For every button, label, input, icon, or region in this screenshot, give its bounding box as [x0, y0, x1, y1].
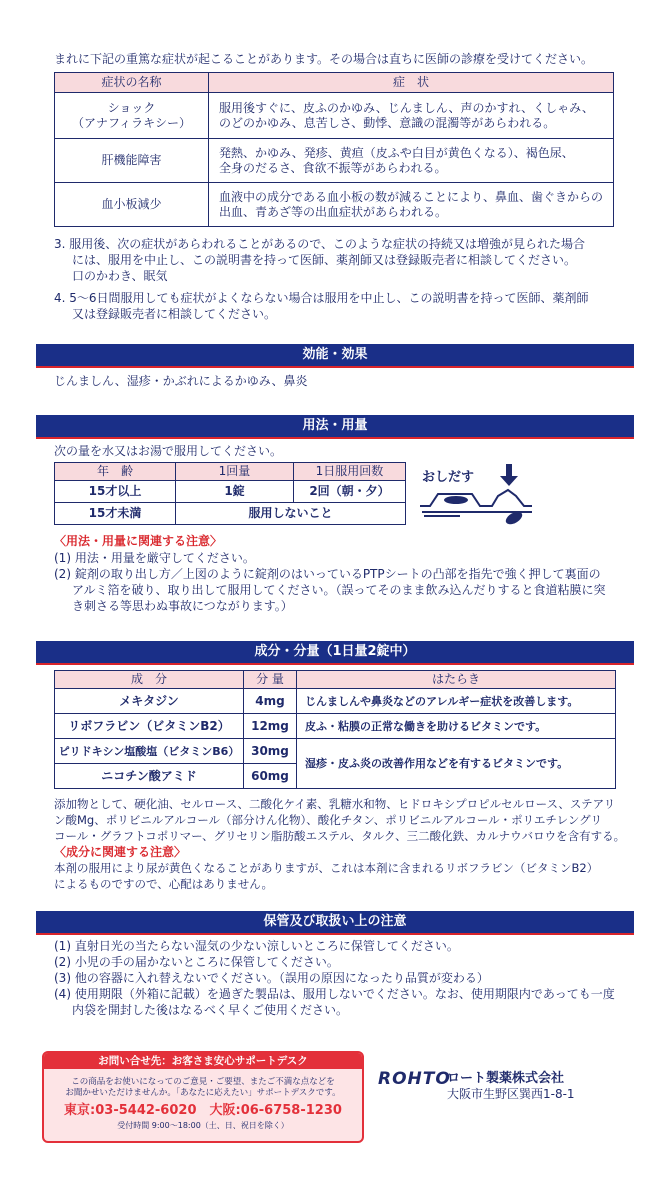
- note-4-line: 4. 5～6日間服用しても症状がよくならない場合は服用を中止し、この説明書を持って医師、薬剤師: [54, 291, 589, 305]
- dose-cell: 1錠: [176, 481, 294, 503]
- storage-item: (2) 小児の手の届かないところに保管してください。: [54, 955, 339, 969]
- table-row: [55, 689, 616, 714]
- company-logo: ROHTO: [378, 1069, 451, 1089]
- storage-item: (3) 他の容器に入れ替えないでください。（誤用の原因になったり品質が変わる）: [54, 971, 489, 985]
- ingredient-header: 成 分: [55, 671, 244, 689]
- ptp-sheet-icon: [420, 490, 532, 506]
- ingredient-name: メキタジン: [55, 689, 244, 714]
- dosage-caution-title: 〈用法・用量に関連する注意〉: [54, 534, 223, 548]
- symptom-desc: 血液中の成分である血小板の数が減ることにより、鼻血、歯ぐきからの: [219, 189, 604, 204]
- ingredients-caution-line: 本剤の服用により尿が黄色くなることがありますが、これは本剤に含まれるリボフラビン（ビタミンB2）: [54, 861, 599, 875]
- ingredient-amount: 30mg: [244, 739, 297, 764]
- ingredient-name: ピリドキシン塩酸塩（ビタミンB6）: [55, 739, 244, 764]
- additives-line: 添加物として、硬化油、セルロース、二酸化ケイ素、乳糖水和物、ヒドロキシプロピルセルロース、ステアリ: [54, 797, 616, 811]
- age-cell: 15才未満: [55, 503, 176, 525]
- company-name: ロート製薬株式会社: [447, 1071, 565, 1086]
- symptom-desc: 発熱、かゆみ、発疹、黄疸（皮ふや白目が黄色くなる）、褐色尿、: [219, 145, 574, 160]
- symptom-table: [54, 72, 614, 227]
- company-address: 大阪市生野区巽西1-8-1: [447, 1087, 575, 1101]
- additives-line: ン酸Mg、ポリビニルアルコール（部分けん化物）、酸化チタン、ポリビニルアルコール・ポリエチレングリ: [54, 813, 603, 827]
- ingredient-amount: 60mg: [244, 764, 297, 789]
- symptom-name: （アナフィラキシー）: [72, 115, 191, 130]
- ingredients-caution-line: によるものですので、心配はありません。: [54, 877, 273, 891]
- ingredient-name: ニコチン酸アミド: [55, 764, 244, 789]
- push-label: おしだす: [422, 470, 475, 485]
- dosage-intro: 次の量を水又はお湯で服用してください。: [54, 444, 283, 458]
- tablet-in-sheet-icon: [444, 496, 468, 504]
- ingredient-amount: 12mg: [244, 714, 297, 739]
- table-row: [55, 739, 616, 764]
- storage-item: (1) 直射日光の当たらない湿気の少ない涼しいところに保管してください。: [54, 939, 459, 953]
- note-4-line: 又は登録販売者に相談してください。: [72, 307, 277, 321]
- table-row: [55, 481, 406, 503]
- ingredient-effect: 皮ふ・粘膜の正常な働きを助けるビタミンです。: [297, 714, 616, 739]
- note-3-line: 3. 服用後、次の症状があらわれることがあるので、このような症状の持続又は増強が見られた場合: [54, 237, 586, 251]
- dosage-caution-line: アルミ箔を破り、取り出して服用してください。（誤ってそのまま飲み込んだりすると食道粘膜に突: [72, 583, 606, 597]
- dosage-title: 用法・用量: [36, 415, 634, 439]
- table-row: [55, 93, 614, 139]
- ptp-push-illustration: [420, 462, 532, 528]
- storage-item: 内袋を開封した後はなるべく早くご使用ください。: [72, 1003, 349, 1017]
- ingredient-effect: じんましんや鼻炎などのアレルギー症状を改善します。: [297, 689, 616, 714]
- symptom-name: 肝機能障害: [101, 153, 162, 167]
- age-cell: 15才以上: [55, 481, 176, 503]
- ingredients-table: [54, 670, 616, 789]
- dosage-caution-line: (2) 錠剤の取り出し方／上図のように錠剤のはいっているPTPシートの凸部を指先で強く押して裏面の: [54, 567, 601, 581]
- warning-intro: まれに下記の重篤な症状が起こることがあります。その場合は直ちに医師の診療を受けてください。: [54, 52, 594, 66]
- dosage-table: [54, 462, 406, 525]
- efficacy-text: じんましん、湿疹・かぶれによるかゆみ、鼻炎: [54, 374, 308, 388]
- dosage-caution-line: き刺さる等思わぬ事故につながります。）: [72, 599, 293, 613]
- times-header: 1日服用回数: [294, 463, 406, 481]
- contact-box: [42, 1051, 364, 1143]
- additives-line: コール・グラフトコポリマー、グリセリン脂肪酸エステル、タルク、三二酸化鉄、カルナウバロウを含有する。: [54, 829, 626, 843]
- symptom-desc: 出血、青あざ等の出血症状があらわれる。: [219, 204, 448, 219]
- effect-header: はたらき: [297, 671, 616, 689]
- age-header: 年 齢: [55, 463, 176, 481]
- storage-item: (4) 使用期限（外箱に記載）を過ぎた製品は、服用しないでください。なお、使用期限内であっても一度: [54, 987, 615, 1001]
- storage-title: 保管及び取扱い上の注意: [36, 911, 634, 935]
- ingredient-name: リボフラビン（ビタミンB2）: [55, 714, 244, 739]
- down-arrow-icon: [500, 464, 518, 486]
- not-for-use-cell: 服用しないこと: [176, 503, 406, 525]
- note-3-line: 口のかわき、眠気: [72, 269, 168, 283]
- amount-header: 分 量: [244, 671, 297, 689]
- note-3-line: には、服用を中止し、この説明書を持って医師、薬剤師又は登録販売者に相談してください。: [72, 253, 577, 267]
- table-row: [55, 714, 616, 739]
- symptom-desc-header: 症 状: [209, 73, 614, 93]
- table-row: [55, 183, 614, 227]
- symptom-desc: 全身のだるさ、食欲不振等があらわれる。: [219, 160, 447, 175]
- table-row: [55, 503, 406, 525]
- times-cell: 2回（朝・夕）: [294, 481, 406, 503]
- symptom-name: ショック: [107, 100, 156, 115]
- dose-header: 1回量: [176, 463, 294, 481]
- contact-message: この商品をお使いになってのご意見・ご要望、またご不満な点などを: [71, 1077, 335, 1087]
- contact-header: お問い合せ先：お客さま安心サポートデスク: [44, 1053, 362, 1069]
- contact-hours: 受付時間 9:00～18:00（土、日、祝日を除く）: [117, 1121, 289, 1130]
- ingredient-amount: 4mg: [244, 689, 297, 714]
- ingredient-effect: 湿疹・皮ふ炎の改善作用などを有するビタミンです。: [297, 739, 616, 789]
- symptom-desc: 服用後すぐに、皮ふのかゆみ、じんましん、声のかすれ、くしゃみ、: [219, 100, 594, 115]
- symptom-name: 血小板減少: [101, 197, 162, 211]
- ingredients-caution-title: 〈成分に関連する注意〉: [54, 845, 187, 859]
- contact-phones: 東京:03-5442-6020 大阪:06-6758-1230: [64, 1103, 342, 1118]
- contact-message: お聞かせいただけませんか。「あなたに応えたい」サポートデスクです。: [65, 1088, 341, 1098]
- symptom-name-header: 症状の名称: [55, 73, 209, 93]
- table-row: [55, 139, 614, 183]
- symptom-desc: のどのかゆみ、息苦しさ、動悸、意識の混濁等があらわれる。: [219, 115, 556, 130]
- ingredients-title: 成分・分量（1日量2錠中）: [36, 641, 634, 665]
- dosage-caution-line: (1) 用法・用量を厳守してください。: [54, 551, 255, 565]
- efficacy-title: 効能・効果: [36, 344, 634, 368]
